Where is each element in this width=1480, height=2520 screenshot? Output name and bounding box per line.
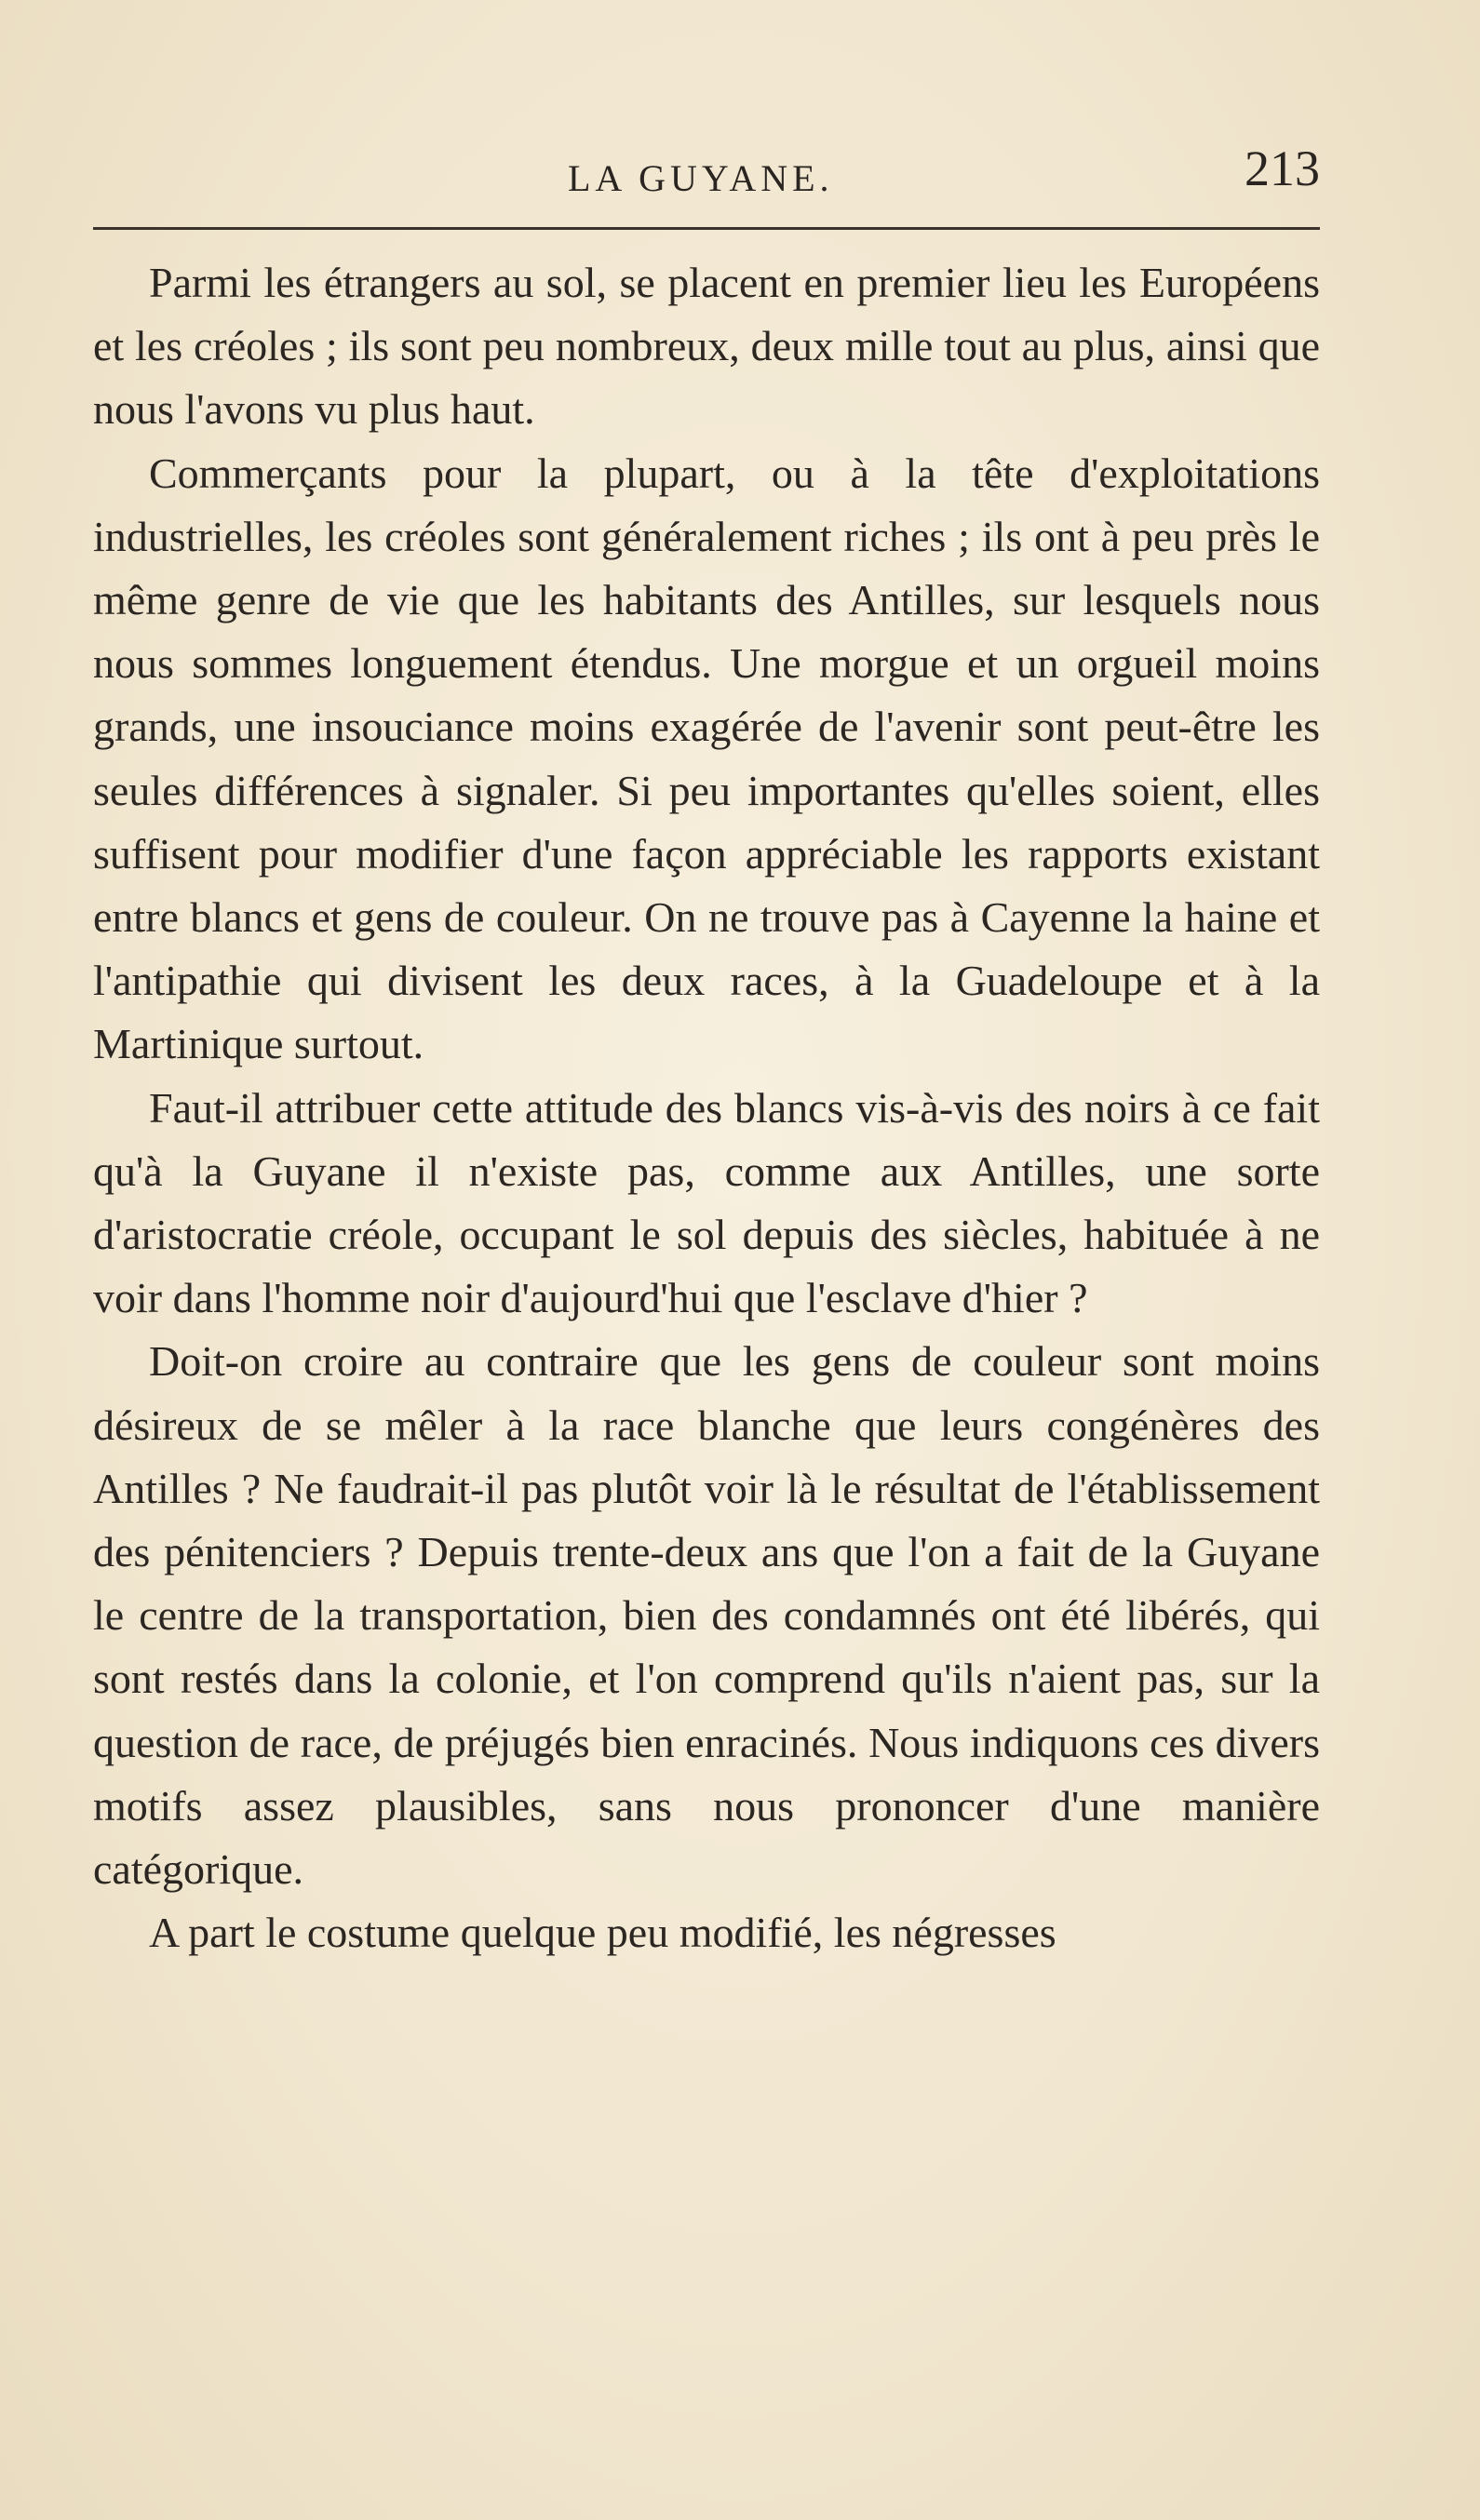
page-number: 213: [1245, 141, 1320, 196]
paragraph: A part le costume quelque peu modifié, les négresses: [149, 1909, 1056, 1957]
paragraph: Commerçants pour la plupart, ou à la tête d'exploitations industrielles, les créoles sont généralement riches ; ils ont à peu près le même genre de vie que les habitants des Antilles, sur lesquels nous nous sommes longuement étendus. Une morgue et un orgueil moins grands, une insouciance moins exagérée de l'avenir sont peut-être les seules différences à signaler. Si peu importantes qu'elles soient, elles suffisent pour modifier d'une façon appréciable les rapports existant entre blancs et gens de couleur. On ne trouve pas à Cayenne la haine et l'antipathie qui divisent les deux races, à la Guadeloupe et à la Martinique surtout.: [93, 449, 1320, 1068]
paragraph: Parmi les étrangers au sol, se placent en premier lieu les Européens et les créoles ; ils sont peu nombreux, deux mille tout au plus, ainsi que nous l'avons vu plus haut.: [93, 259, 1320, 434]
body-text: [93, 251, 1320, 1964]
page-header: [93, 140, 1320, 205]
paragraph: Doit-on croire au contraire que les gens de couleur sont moins désireux de se mêler à la race blanche que leurs congénères des Antilles ? Ne faudrait-il pas plutôt voir là le résultat de l'établissement des pénitenciers ? Depuis trente-deux ans que l'on a fait de la Guyane le centre de la transportation, bien des condamnés ont été libérés, qui sont restés dans la colonie, et l'on comprend qu'ils n'aient pas, sur la question de race, de préjugés bien enracinés. Nous indiquons ces divers motifs assez plausibles, sans nous prononcer d'une manière catégorique.: [93, 1337, 1320, 1894]
running-title: LA GUYANE.: [568, 157, 834, 199]
header-rule: [93, 227, 1320, 230]
paragraph: Faut-il attribuer cette attitude des blancs vis-à-vis des noirs à ce fait qu'à la Guyane il n'existe pas, comme aux Antilles, une sorte d'aristocratie créole, occupant le sol depuis des siècles, habituée à ne voir dans l'homme noir d'aujourd'hui que l'esclave d'hier ?: [93, 1083, 1320, 1322]
